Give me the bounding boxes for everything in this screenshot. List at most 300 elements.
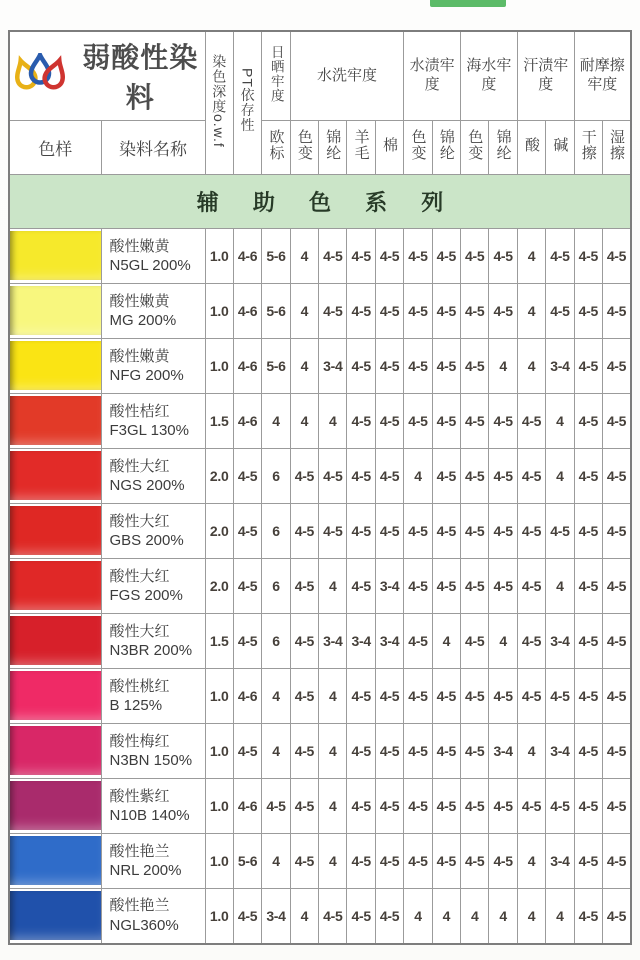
fastness-value: 4-5 — [432, 284, 460, 339]
fastness-value: 4 — [262, 724, 290, 779]
dye-name: 酸性嫩黄 — [109, 292, 170, 310]
sub-head-wash-nylon: 锦纶 — [319, 121, 347, 175]
fastness-value: 4 — [432, 614, 460, 669]
fastness-value: 4-5 — [375, 834, 403, 889]
table-row — [9, 724, 631, 779]
fastness-value: 4 — [319, 834, 347, 889]
brand-drops-logo-icon — [12, 53, 70, 99]
fastness-value: 4 — [290, 394, 318, 449]
table-row — [9, 504, 631, 559]
fastness-value: 4-5 — [404, 724, 432, 779]
dye-name-cell — [101, 284, 205, 339]
fastness-value: 4-5 — [290, 614, 318, 669]
fastness-value: 4 — [546, 559, 574, 614]
dye-name: 酸性嫩黄 — [109, 237, 170, 255]
fastness-value: 4 — [489, 889, 517, 944]
dye-name-cell — [101, 504, 205, 559]
dye-fastness-table — [8, 30, 632, 945]
group-head-wash-fastness: 水洗牢度 — [290, 31, 404, 121]
fastness-value: 4-5 — [574, 394, 602, 449]
fastness-value: 4-5 — [319, 449, 347, 504]
fastness-value: 4-5 — [574, 724, 602, 779]
fastness-value: 4 — [319, 559, 347, 614]
fastness-value: 4-5 — [432, 834, 460, 889]
fastness-value: 1.0 — [205, 889, 233, 944]
fastness-value: 4 — [319, 779, 347, 834]
sub-head-wet-rub: 湿擦 — [602, 121, 631, 175]
fastness-value: 4-5 — [461, 779, 489, 834]
fastness-value: 4-5 — [461, 394, 489, 449]
fastness-value: 4-5 — [347, 339, 375, 394]
fastness-value: 4-5 — [375, 889, 403, 944]
fastness-value: 4-5 — [602, 614, 631, 669]
fastness-value: 4-5 — [517, 779, 545, 834]
sub-head-waterstain-nylon: 锦纶 — [432, 121, 460, 175]
dye-name: 酸性大红 — [109, 512, 170, 530]
fastness-value: 4-5 — [602, 284, 631, 339]
top-green-tab — [430, 0, 506, 7]
fastness-value: 6 — [262, 614, 290, 669]
fastness-value: 4-5 — [404, 779, 432, 834]
fastness-value: 4-5 — [517, 559, 545, 614]
sub-head-wash-cotton: 棉 — [375, 121, 403, 175]
table-row — [9, 449, 631, 504]
table-row — [9, 284, 631, 339]
fastness-value: 4-5 — [404, 669, 432, 724]
fastness-value: 4-5 — [602, 779, 631, 834]
table-row — [9, 394, 631, 449]
fastness-value: 1.5 — [205, 394, 233, 449]
fastness-value: 4-5 — [290, 779, 318, 834]
fastness-value: 3-4 — [546, 834, 574, 889]
fastness-value: 4-5 — [404, 284, 432, 339]
fastness-value: 3-4 — [489, 724, 517, 779]
group-head-seawater-fastness: 海水牢度 — [461, 31, 518, 121]
fastness-value: 4-5 — [404, 394, 432, 449]
fastness-value: 4-5 — [517, 394, 545, 449]
col-head-dye-name: 染料名称 — [101, 121, 205, 175]
group-head-light-fastness: 日晒牢度 — [262, 31, 290, 121]
fastness-value: 1.0 — [205, 229, 233, 284]
table-row — [9, 229, 631, 284]
dye-code: N10B 140% — [109, 807, 190, 824]
fastness-value: 4 — [319, 394, 347, 449]
fastness-value: 4-5 — [489, 559, 517, 614]
fastness-value: 4-5 — [319, 229, 347, 284]
fastness-value: 4-5 — [461, 504, 489, 559]
fastness-value: 4-5 — [602, 449, 631, 504]
color-swatch-cell — [9, 889, 101, 944]
fastness-value: 4-5 — [233, 504, 261, 559]
fastness-value: 4-6 — [233, 669, 261, 724]
fastness-value: 6 — [262, 559, 290, 614]
fastness-value: 4-5 — [375, 449, 403, 504]
dye-name: 酸性大红 — [109, 457, 170, 475]
color-swatch-cell — [9, 834, 101, 889]
fastness-value: 4 — [319, 669, 347, 724]
fastness-value: 4-5 — [602, 504, 631, 559]
dye-code: NRL 200% — [109, 862, 182, 879]
fastness-value: 4-5 — [375, 669, 403, 724]
fastness-value: 4 — [517, 284, 545, 339]
color-swatch-cell — [9, 394, 101, 449]
fastness-value: 4-5 — [546, 229, 574, 284]
fastness-value: 4-5 — [489, 284, 517, 339]
fastness-value: 1.0 — [205, 834, 233, 889]
fastness-value: 4-5 — [347, 394, 375, 449]
fastness-value: 4-5 — [517, 669, 545, 724]
fastness-value: 4-5 — [489, 229, 517, 284]
sub-head-alkali: 碱 — [546, 121, 574, 175]
fastness-value: 4-5 — [461, 229, 489, 284]
fastness-value: 1.0 — [205, 669, 233, 724]
color-swatch — [10, 451, 101, 500]
fastness-value: 2.0 — [205, 504, 233, 559]
fastness-value: 4-5 — [375, 229, 403, 284]
fastness-value: 4-5 — [602, 669, 631, 724]
fastness-value: 4 — [262, 394, 290, 449]
fastness-value: 4-5 — [574, 889, 602, 944]
fastness-value: 4-5 — [602, 229, 631, 284]
fastness-value: 4-5 — [461, 284, 489, 339]
fastness-value: 4-5 — [574, 449, 602, 504]
fastness-value: 4-5 — [602, 559, 631, 614]
fastness-value: 4-5 — [404, 559, 432, 614]
fastness-value: 4-5 — [290, 834, 318, 889]
fastness-value: 4-5 — [574, 614, 602, 669]
color-swatch — [10, 781, 101, 830]
fastness-value: 4-5 — [347, 504, 375, 559]
dye-name-cell — [101, 889, 205, 944]
fastness-value: 1.0 — [205, 724, 233, 779]
fastness-value: 3-4 — [375, 559, 403, 614]
fastness-value: 6 — [262, 449, 290, 504]
fastness-value: 4-5 — [489, 504, 517, 559]
fastness-value: 4-5 — [347, 889, 375, 944]
fastness-value: 4 — [546, 394, 574, 449]
fastness-value: 4-6 — [233, 229, 261, 284]
dye-name: 酸性艳兰 — [109, 842, 170, 860]
fastness-value: 1.0 — [205, 339, 233, 394]
dye-code: NGL360% — [109, 916, 179, 934]
fastness-value: 1.0 — [205, 779, 233, 834]
sub-head-wash-color-change: 色变 — [290, 121, 318, 175]
color-swatch — [10, 726, 101, 775]
fastness-value: 4 — [290, 339, 318, 394]
fastness-value: 4-5 — [517, 614, 545, 669]
fastness-value: 3-4 — [546, 614, 574, 669]
sub-head-eu-standard: 欧标 — [262, 121, 290, 175]
fastness-value: 4-5 — [461, 614, 489, 669]
fastness-value: 4-5 — [602, 339, 631, 394]
fastness-value: 4-5 — [432, 339, 460, 394]
series-banner: 辅 助 色 系 列 — [9, 175, 631, 229]
dye-name: 酸性桃红 — [109, 677, 170, 695]
fastness-value: 4 — [489, 614, 517, 669]
color-swatch — [10, 231, 101, 280]
dye-name: 酸性嫩黄 — [109, 347, 170, 365]
dye-name: 酸性桔红 — [109, 402, 170, 420]
dye-name-cell — [101, 449, 205, 504]
fastness-value: 4-5 — [347, 229, 375, 284]
color-swatch — [10, 616, 101, 665]
fastness-value: 4-5 — [461, 559, 489, 614]
dye-name-cell — [101, 394, 205, 449]
fastness-value: 4-5 — [233, 724, 261, 779]
dye-code: F3GL 130% — [109, 422, 189, 439]
dye-code: N3BR 200% — [109, 642, 193, 659]
fastness-value: 3-4 — [262, 889, 290, 944]
dye-code: N5GL 200% — [109, 257, 191, 274]
fastness-value: 6 — [262, 504, 290, 559]
sub-head-dry-rub: 干擦 — [574, 121, 602, 175]
fastness-value: 4-5 — [574, 834, 602, 889]
fastness-value: 4-5 — [489, 834, 517, 889]
fastness-value: 4 — [262, 669, 290, 724]
fastness-value: 4-5 — [602, 889, 631, 944]
fastness-value: 4-5 — [574, 339, 602, 394]
color-swatch — [10, 286, 101, 335]
fastness-value: 4 — [319, 724, 347, 779]
fastness-value: 4-5 — [404, 229, 432, 284]
fastness-value: 4-5 — [347, 724, 375, 779]
dye-name: 酸性紫红 — [109, 787, 170, 805]
fastness-value: 4-5 — [574, 779, 602, 834]
color-swatch-cell — [9, 284, 101, 339]
fastness-value: 4-5 — [546, 504, 574, 559]
fastness-value: 4-5 — [602, 724, 631, 779]
fastness-value: 4 — [517, 834, 545, 889]
brand-header — [9, 31, 205, 121]
dye-name-cell — [101, 614, 205, 669]
fastness-value: 4-5 — [290, 504, 318, 559]
fastness-value: 4-5 — [489, 779, 517, 834]
color-swatch-cell — [9, 724, 101, 779]
color-swatch-cell — [9, 229, 101, 284]
dye-code: N3BN 150% — [109, 752, 193, 769]
fastness-value: 4-5 — [290, 449, 318, 504]
dye-name-cell — [101, 339, 205, 394]
dye-name-cell — [101, 834, 205, 889]
group-head-water-stain-fastness: 水渍牢度 — [404, 31, 461, 121]
fastness-value: 4-5 — [574, 559, 602, 614]
fastness-value: 4-5 — [574, 229, 602, 284]
fastness-value: 4 — [262, 834, 290, 889]
fastness-value: 4-5 — [574, 284, 602, 339]
fastness-value: 4-5 — [233, 614, 261, 669]
color-swatch — [10, 671, 101, 720]
fastness-value: 4-5 — [432, 669, 460, 724]
table-row — [9, 559, 631, 614]
fastness-value: 3-4 — [319, 339, 347, 394]
fastness-value: 4-5 — [404, 834, 432, 889]
col-head-color-sample: 色样 — [9, 121, 101, 175]
dye-name-cell — [101, 559, 205, 614]
fastness-value: 4-5 — [347, 559, 375, 614]
table-row — [9, 614, 631, 669]
fastness-value: 4-5 — [347, 779, 375, 834]
sub-head-waterstain-color-change: 色变 — [404, 121, 432, 175]
fastness-value: 4-5 — [432, 229, 460, 284]
fastness-value: 4-5 — [319, 504, 347, 559]
fastness-value: 4-5 — [375, 504, 403, 559]
sub-head-acid: 酸 — [517, 121, 545, 175]
table-row — [9, 779, 631, 834]
fastness-value: 1.5 — [205, 614, 233, 669]
color-swatch-cell — [9, 504, 101, 559]
dye-table-body — [9, 229, 631, 944]
fastness-value: 4 — [517, 229, 545, 284]
color-swatch — [10, 891, 101, 940]
fastness-value: 4-5 — [489, 394, 517, 449]
fastness-value: 4 — [517, 724, 545, 779]
fastness-value: 4-5 — [347, 449, 375, 504]
fastness-value: 4-6 — [233, 339, 261, 394]
fastness-value: 4-5 — [375, 339, 403, 394]
fastness-value: 4-5 — [404, 339, 432, 394]
fastness-value: 3-4 — [546, 339, 574, 394]
dye-name-cell — [101, 779, 205, 834]
fastness-value: 4-5 — [432, 779, 460, 834]
table-row — [9, 669, 631, 724]
fastness-value: 4-5 — [461, 834, 489, 889]
fastness-value: 4 — [290, 284, 318, 339]
fastness-value: 4-5 — [546, 779, 574, 834]
fastness-value: 4-5 — [461, 449, 489, 504]
fastness-value: 4-5 — [375, 779, 403, 834]
fastness-value: 4-5 — [290, 724, 318, 779]
fastness-value: 4-5 — [432, 724, 460, 779]
fastness-value: 4-5 — [347, 834, 375, 889]
fastness-value: 4 — [517, 889, 545, 944]
fastness-value: 4-5 — [432, 504, 460, 559]
fastness-value: 4-5 — [574, 504, 602, 559]
fastness-value: 5-6 — [233, 834, 261, 889]
fastness-value: 3-4 — [319, 614, 347, 669]
fastness-value: 4-5 — [290, 669, 318, 724]
dye-name: 酸性梅红 — [109, 732, 170, 750]
sub-head-seawater-color-change: 色变 — [461, 121, 489, 175]
fastness-value: 4-5 — [432, 559, 460, 614]
group-head-perspiration-fastness: 汗渍牢度 — [517, 31, 574, 121]
fastness-value: 4 — [432, 889, 460, 944]
dye-name-cell — [101, 229, 205, 284]
dye-name-cell — [101, 724, 205, 779]
fastness-value: 4-5 — [375, 394, 403, 449]
fastness-value: 4 — [404, 449, 432, 504]
fastness-value: 4-6 — [233, 394, 261, 449]
col-head-ph-dependence: PT依存性 — [233, 31, 261, 175]
fastness-value: 4 — [517, 339, 545, 394]
fastness-value: 4 — [404, 889, 432, 944]
fastness-value: 4-5 — [602, 834, 631, 889]
fastness-value: 4-5 — [404, 504, 432, 559]
fastness-value: 2.0 — [205, 559, 233, 614]
fastness-value: 4-5 — [347, 669, 375, 724]
fastness-value: 4-5 — [461, 339, 489, 394]
color-swatch-cell — [9, 614, 101, 669]
dye-code: NFG 200% — [109, 367, 184, 384]
fastness-value: 4 — [489, 339, 517, 394]
fastness-value: 4-5 — [319, 889, 347, 944]
table-header — [9, 31, 631, 229]
fastness-value: 4 — [290, 229, 318, 284]
dye-name: 酸性大红 — [109, 567, 170, 585]
fastness-value: 4 — [461, 889, 489, 944]
dye-code: MG 200% — [109, 312, 177, 329]
fastness-value: 4-5 — [404, 614, 432, 669]
fastness-value: 4-5 — [432, 394, 460, 449]
color-swatch-cell — [9, 669, 101, 724]
group-head-rubbing-fastness: 耐摩擦牢度 — [574, 31, 631, 121]
fastness-value: 4-5 — [375, 284, 403, 339]
fastness-value: 5-6 — [262, 339, 290, 394]
fastness-value: 4-6 — [233, 284, 261, 339]
fastness-value: 3-4 — [546, 724, 574, 779]
fastness-value: 4-5 — [574, 669, 602, 724]
fastness-value: 4-5 — [233, 559, 261, 614]
fastness-value: 1.0 — [205, 284, 233, 339]
color-swatch — [10, 396, 101, 445]
color-swatch — [10, 506, 101, 555]
fastness-value: 4-5 — [347, 284, 375, 339]
sub-head-wash-wool: 羊毛 — [347, 121, 375, 175]
fastness-value: 3-4 — [375, 614, 403, 669]
fastness-value: 4-5 — [489, 449, 517, 504]
fastness-value: 4-5 — [262, 779, 290, 834]
fastness-value: 4-5 — [375, 724, 403, 779]
dye-name: 酸性艳兰 — [109, 897, 170, 915]
fastness-value: 4-5 — [602, 394, 631, 449]
dye-code: GBS 200% — [109, 532, 184, 549]
fastness-value: 4-5 — [546, 284, 574, 339]
fastness-value: 4 — [546, 889, 574, 944]
fastness-value: 4-5 — [233, 449, 261, 504]
fastness-value: 4-5 — [546, 669, 574, 724]
brand-title: 弱酸性染料 — [82, 42, 199, 113]
color-swatch — [10, 836, 101, 885]
table-row — [9, 889, 631, 944]
table-row — [9, 834, 631, 889]
color-swatch — [10, 341, 101, 390]
fastness-value: 4-6 — [233, 779, 261, 834]
fastness-value: 3-4 — [347, 614, 375, 669]
fastness-value: 4-5 — [319, 284, 347, 339]
color-swatch-cell — [9, 559, 101, 614]
dye-code: B 125% — [109, 697, 163, 714]
color-swatch-cell — [9, 449, 101, 504]
fastness-value: 4-5 — [489, 669, 517, 724]
fastness-value: 4-5 — [461, 669, 489, 724]
fastness-value: 4-5 — [290, 559, 318, 614]
color-swatch-cell — [9, 779, 101, 834]
color-swatch-cell — [9, 339, 101, 394]
fastness-value: 2.0 — [205, 449, 233, 504]
dye-name: 酸性大红 — [109, 622, 170, 640]
fastness-value: 4-5 — [461, 724, 489, 779]
table-row — [9, 339, 631, 394]
dye-code: NGS 200% — [109, 477, 185, 494]
fastness-value: 4 — [290, 889, 318, 944]
fastness-value: 5-6 — [262, 284, 290, 339]
fastness-value: 4-5 — [517, 504, 545, 559]
color-swatch — [10, 561, 101, 610]
fastness-value: 4-5 — [517, 449, 545, 504]
col-head-dye-depth: 染色深度o.w.f — [205, 31, 233, 175]
fastness-value: 4-5 — [432, 449, 460, 504]
dye-name-cell — [101, 669, 205, 724]
fastness-value: 4-5 — [233, 889, 261, 944]
